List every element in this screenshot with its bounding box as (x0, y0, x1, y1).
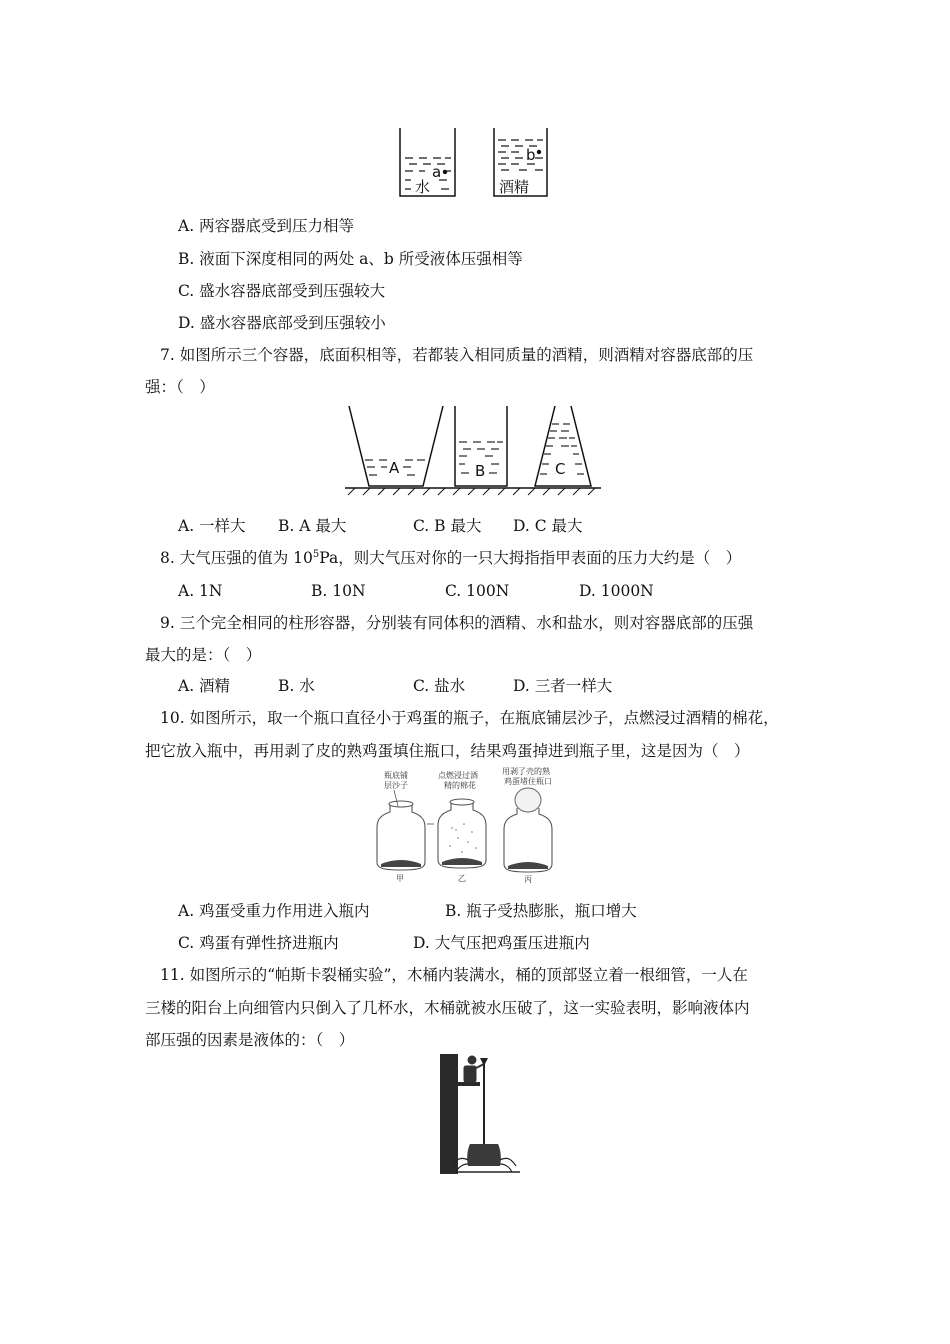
q11-question-line3: 部压强的因素是液体的：（ ） (145, 1031, 355, 1049)
q8-option-d: D. 1000N (579, 582, 654, 600)
bottle3-label: 丙 (524, 875, 532, 884)
q7-option-d: D. C 最大 (513, 517, 583, 535)
sand-layer-bing (508, 862, 548, 869)
q9-question-line1: 9. 三个完全相同的柱形容器，分别装有同体积的酒精、水和盐水，则对容器底部的压强 (160, 614, 754, 632)
bottle2-caption-line2: 精的棉花 (444, 781, 476, 790)
bottle3-caption-line1: 用剥了壳的熟 (502, 767, 550, 776)
point-a-label: a (432, 163, 442, 181)
q6-option-c: C. 盛水容器底部受到压强较大 (178, 282, 386, 300)
q6-option-b: B. 液面下深度相同的两处 a、b 所受液体压强相等 (178, 250, 523, 268)
q6-figure (395, 128, 555, 200)
building-wall (440, 1054, 458, 1174)
q10-question-line1: 10. 如图所示，取一个瓶口直径小于鸡蛋的瓶子，在瓶底铺层沙子，点燃浸过酒精的棉花， (160, 709, 779, 727)
bottle3-caption-line2: 鸡蛋堵住瓶口 (504, 777, 552, 786)
q7-question-line2: 强：（ ） (145, 378, 215, 396)
container-b-label: B (475, 462, 486, 480)
q7-option-a: A. 一样大 (178, 517, 246, 535)
point-b-label: b (526, 146, 536, 164)
sand-layer-jia (381, 860, 421, 867)
q11-figure-pascal-barrel (440, 1052, 520, 1176)
alcohol-label: 酒精 (499, 178, 530, 196)
bottle2-caption-line1: 点燃浸过酒 (438, 771, 478, 780)
q9-question-line2: 最大的是：（ ） (145, 646, 262, 664)
q9-option-c: C. 盐水 (413, 677, 466, 695)
bottle1-caption-line1: 瓶底铺 (384, 771, 408, 780)
q8-question (160, 548, 741, 568)
q8-question-pre: 8. 大气压强的值为 10 (160, 549, 313, 567)
point-b-marker (537, 150, 541, 154)
water-label: 水 (415, 178, 431, 196)
balcony (458, 1082, 480, 1086)
container-a-label: A (389, 459, 400, 477)
burning-cotton-dots (449, 823, 477, 853)
q8-exponent: 5 (312, 548, 320, 560)
bottle2-label: 乙 (458, 874, 466, 883)
point-a-marker (443, 170, 447, 174)
q9-option-a: A. 酒精 (178, 677, 231, 695)
q7-option-b: B. A 最大 (278, 517, 347, 535)
q8-option-a: A. 1N (178, 582, 223, 600)
q11-question-line2: 三楼的阳台上向细管内只倒入了几杯水，木桶就被水压破了，这一实验表明，影响液体内 (145, 999, 750, 1017)
q10-option-a: A. 鸡蛋受重力作用进入瓶内 (178, 902, 370, 920)
q10-question-line2: 把它放入瓶中，再用剥了皮的熟鸡蛋填住瓶口，结果鸡蛋掉进到瓶子里，这是因为（ ） (145, 742, 750, 760)
container-c-label: C (555, 460, 566, 478)
bottle1-caption-line2: 层沙子 (384, 781, 408, 790)
q6-option-d: D. 盛水容器底部受到压强较小 (178, 314, 386, 332)
barrel (467, 1144, 501, 1166)
bottle1-label: 甲 (396, 874, 404, 883)
q7-question-line1: 7. 如图所示三个容器，底面积相等，若都装入相同质量的酒精，则酒精对容器底部的压 (160, 346, 754, 364)
tube-funnel (480, 1058, 488, 1064)
q10-option-d: D. 大气压把鸡蛋压进瓶内 (413, 934, 590, 952)
q11-question-line1: 11. 如图所示的“帕斯卡裂桶实验”，木桶内装满水，桶的顶部竖立着一根细管，一人在 (160, 966, 748, 984)
bottle-jia (377, 801, 425, 870)
q9-option-d: D. 三者一样大 (513, 677, 613, 695)
q7-figure (345, 404, 605, 496)
egg-in-bottle-mouth (515, 788, 541, 812)
q10-figure (372, 768, 572, 884)
q8-question-post: Pa，则大气压对你的一只大拇指指甲表面的压力大约是（ ） (319, 549, 742, 567)
q8-option-b: B. 10N (311, 582, 366, 600)
q7-option-c: C. B 最大 (413, 517, 482, 535)
bottle-yi (438, 799, 486, 868)
q10-option-b: B. 瓶子受热膨胀，瓶口增大 (445, 902, 637, 920)
q6-option-a: A. 两容器底受到压力相等 (178, 217, 355, 235)
q10-option-c: C. 鸡蛋有弹性挤进瓶内 (178, 934, 339, 952)
sand-layer-yi (442, 858, 482, 865)
q9-option-b: B. 水 (278, 677, 315, 695)
q8-option-c: C. 100N (445, 582, 510, 600)
